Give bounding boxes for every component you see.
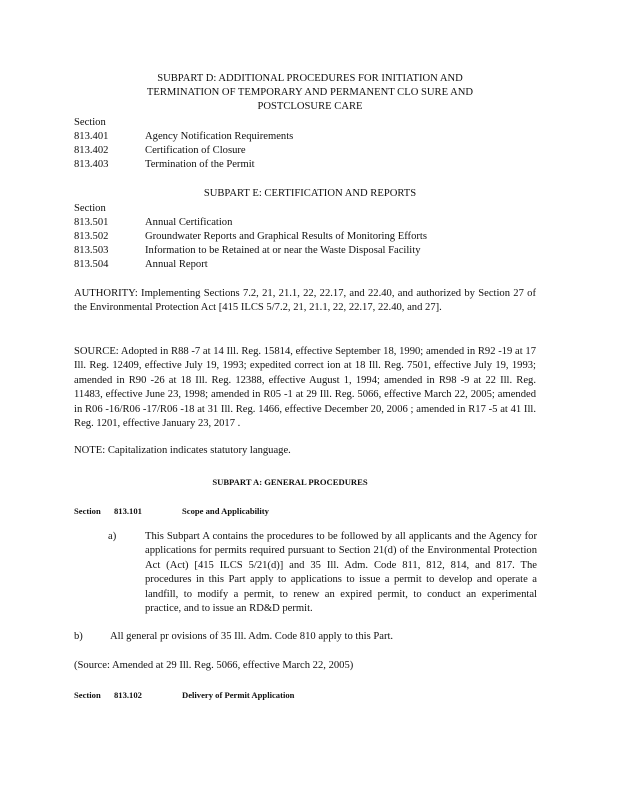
toc-entry	[74, 144, 246, 158]
toc-entry-title: Annual Report	[145, 259, 208, 270]
subpart-d-title-line-3: POSTCLOSURE CARE	[257, 101, 363, 112]
section-label: Section	[74, 117, 106, 128]
section-heading-number: 813.101	[114, 506, 142, 516]
toc-entry-title: Termination of the Permit	[145, 159, 255, 170]
toc-entry-number: 813.403	[74, 159, 109, 170]
toc-entry	[74, 230, 427, 244]
section-heading	[74, 504, 269, 518]
toc-entry	[74, 158, 255, 172]
subpart-a-title: SUBPART A: GENERAL PROCEDURES	[212, 477, 368, 487]
source-paragraph: SOURCE: Adopted in R88 -7 at 14 Ill. Reg. 15814, effective September 18, 1990; amended in R92 -19 at 17 Ill. Reg. 12409, effective July 19, 1993; expedited correct ion at 18 Ill. Reg. 7501, effective July 19, 1993; amended in R90 -26 at 18 Ill. Reg. 12388, effective August 1, 1994; amended in R98 -9 at 22 Ill. Reg. 11483, effective June 23, 1998; amended in R05 -1 at 29 Ill. Reg. 5066, effective March 22, 2005; amended in R06 -16/R06 -17/R06 -18 at 31 Ill. Reg. 1466, effective December 20, 2006 ; amended in R17 -5 at 41 Ill. Reg. 1201, effective January 23, 2017 .	[74, 346, 536, 430]
toc-entry-title: Agency Notification Requirements	[145, 131, 294, 142]
toc-entry	[74, 258, 208, 272]
subsection-text: All general pr ovisions of 35 Ill. Adm. Code 810 apply to this Part.	[110, 631, 394, 642]
subpart-d-title-line-1: SUBPART D: ADDITIONAL PROCEDURES FOR INITIATION AND	[157, 73, 463, 84]
toc-entry-title: Annual Certification	[145, 217, 233, 228]
toc-entry-number: 813.401	[74, 131, 109, 142]
toc-entry-number: 813.402	[74, 145, 109, 156]
subsection-label: a)	[108, 531, 117, 542]
toc-entry-title: Groundwater Reports and Graphical Results of Monitoring Efforts	[145, 231, 427, 242]
subpart-d-title-line-2: TERMINATION OF TEMPORARY AND PERMANENT CLO SURE AND	[146, 87, 474, 98]
note-line: NOTE: Capitalization indicates statutory language.	[74, 445, 291, 456]
toc-entry-number: 813.501	[74, 217, 109, 228]
toc-entry	[74, 216, 232, 230]
section-heading-label: Section	[74, 690, 101, 700]
subsection-b	[74, 630, 393, 644]
source-note: (Source: Amended at 29 Ill. Reg. 5066, effective March 22, 2005)	[74, 660, 354, 671]
toc-entry-number: 813.504	[74, 259, 109, 270]
toc-entry-number: 813.502	[74, 231, 109, 242]
subsection-label: b)	[74, 631, 83, 642]
section-heading	[74, 688, 295, 702]
subpart-e-title: SUBPART E: CERTIFICATION AND REPORTS	[203, 188, 417, 199]
toc-entry-title: Information to be Retained at or near the Waste Disposal Facility	[145, 245, 421, 256]
toc-entry	[74, 244, 421, 258]
subsection-text: This Subpart A contains the procedures to be followed by all applicants and the Agency for applications for permits required pursuant to Section 21(d) of the Environmental Protection Act (Act) [415 ILCS 5/21(d)] and 35 Ill. Adm. Code 811, 812, 814, and 817. The procedures in this Part apply to applications to issue a permit to develop and operate a landfill, to modify a permit, to renew an expired permit, to conduct an experimental practice, and to issue an RD&D permit.	[145, 531, 537, 615]
section-heading-title: Scope and Applicability	[182, 506, 269, 516]
toc-entry	[74, 130, 293, 144]
toc-entry-number: 813.503	[74, 245, 109, 256]
section-label: Section	[74, 203, 106, 214]
toc-entry-title: Certification of Closure	[145, 145, 246, 156]
section-heading-title: Delivery of Permit Application	[182, 690, 295, 700]
authority-paragraph: AUTHORITY: Implementing Sections 7.2, 21, 21.1, 22, 22.17, and 22.40, and authorized by Section 27 of the Environmental Protection Act [415 ILCS 5/7.2, 21, 21.1, 22, 22.17, 22.40, and 27].	[74, 288, 536, 314]
section-heading-label: Section	[74, 506, 101, 516]
section-heading-number: 813.102	[114, 690, 142, 700]
